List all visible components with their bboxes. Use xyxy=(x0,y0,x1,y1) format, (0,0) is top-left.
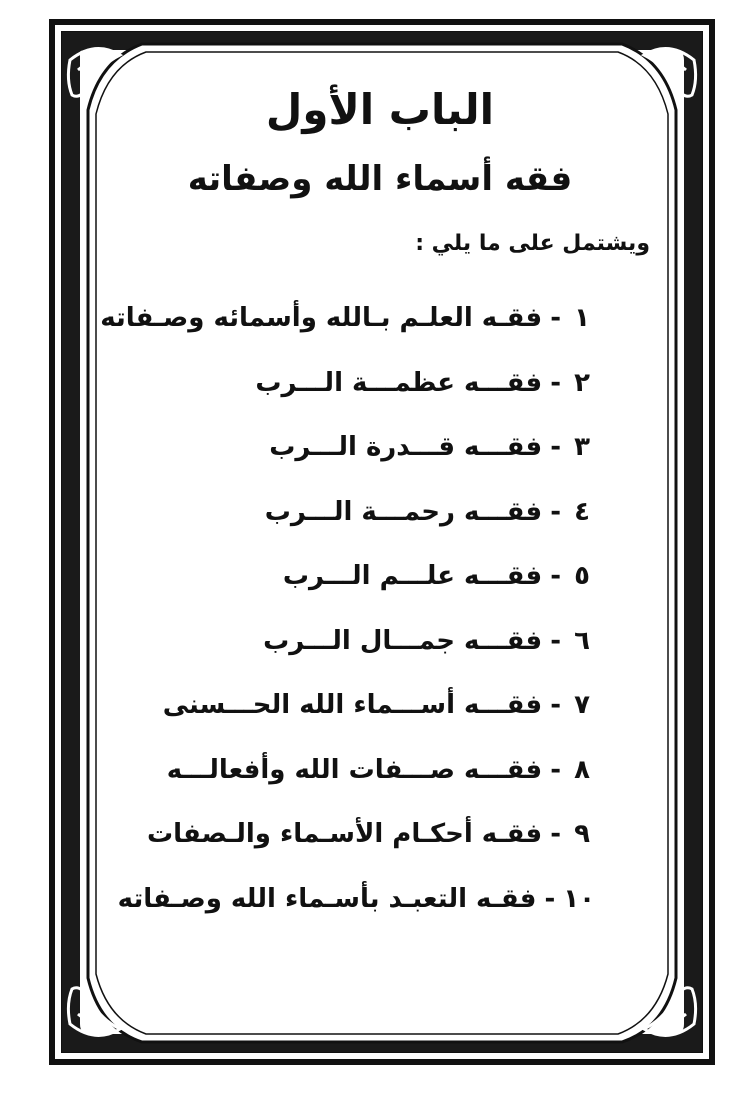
toc-item xyxy=(110,544,650,609)
toc-text: فقـــه جمـــال الـــرب xyxy=(263,625,543,656)
toc-dash: - xyxy=(550,754,561,785)
toc-text: فقـــه أســـماء الله الحـــسنى xyxy=(162,690,543,721)
toc-number: ٥ xyxy=(574,561,590,592)
intro-text: ويشتمل على ما يلي : xyxy=(415,231,650,256)
toc-item xyxy=(110,673,650,738)
toc-dash: - xyxy=(550,367,561,398)
toc-item xyxy=(110,351,650,416)
chapter-content xyxy=(100,80,650,931)
toc-number: ٢ xyxy=(574,367,590,398)
toc-number: ٨ xyxy=(574,754,590,785)
toc-item xyxy=(110,480,650,545)
toc-number: ٣ xyxy=(574,432,590,463)
toc-dash: - xyxy=(544,883,556,914)
toc-number: ٤ xyxy=(574,496,590,527)
toc-item xyxy=(110,415,650,480)
toc-text: فقـــه رحمـــة الـــرب xyxy=(264,496,543,527)
toc-dash: - xyxy=(550,690,561,721)
toc-dash: - xyxy=(550,561,561,592)
toc-item xyxy=(110,609,650,674)
toc-dash: - xyxy=(550,496,561,527)
table-of-contents xyxy=(100,286,650,931)
toc-number: ٩ xyxy=(574,819,590,850)
chapter-title: الباب الأول xyxy=(265,85,495,134)
toc-dash: - xyxy=(550,625,561,656)
toc-dash: - xyxy=(550,303,561,334)
toc-number: ١ xyxy=(574,303,590,334)
toc-text: فقـــه قـــدرة الـــرب xyxy=(269,432,543,463)
toc-item xyxy=(110,738,650,803)
toc-text: فقـــه علـــم الـــرب xyxy=(282,561,543,592)
toc-number: ١٠ xyxy=(563,883,595,914)
toc-number: ٧ xyxy=(574,690,590,721)
toc-text: فقـــه عظمـــة الـــرب xyxy=(255,367,543,398)
toc-text: فقـه أحكـام الأسـماء والـصفات xyxy=(147,819,543,850)
toc-dash: - xyxy=(550,432,561,463)
toc-number: ٦ xyxy=(574,625,590,656)
toc-text: فقـه العلـم بـالله وأسمائه وصـفاته xyxy=(100,303,543,334)
toc-text: فقـــه صـــفات الله وأفعالـــه xyxy=(166,754,543,785)
toc-dash: - xyxy=(550,819,561,850)
toc-item xyxy=(110,867,650,932)
toc-item xyxy=(110,802,650,867)
chapter-subtitle: فقه أسماء الله وصفاته xyxy=(187,159,573,199)
toc-item xyxy=(100,286,650,351)
toc-text: فقـه التعبـد بأسـماء الله وصـفاته xyxy=(117,883,537,914)
